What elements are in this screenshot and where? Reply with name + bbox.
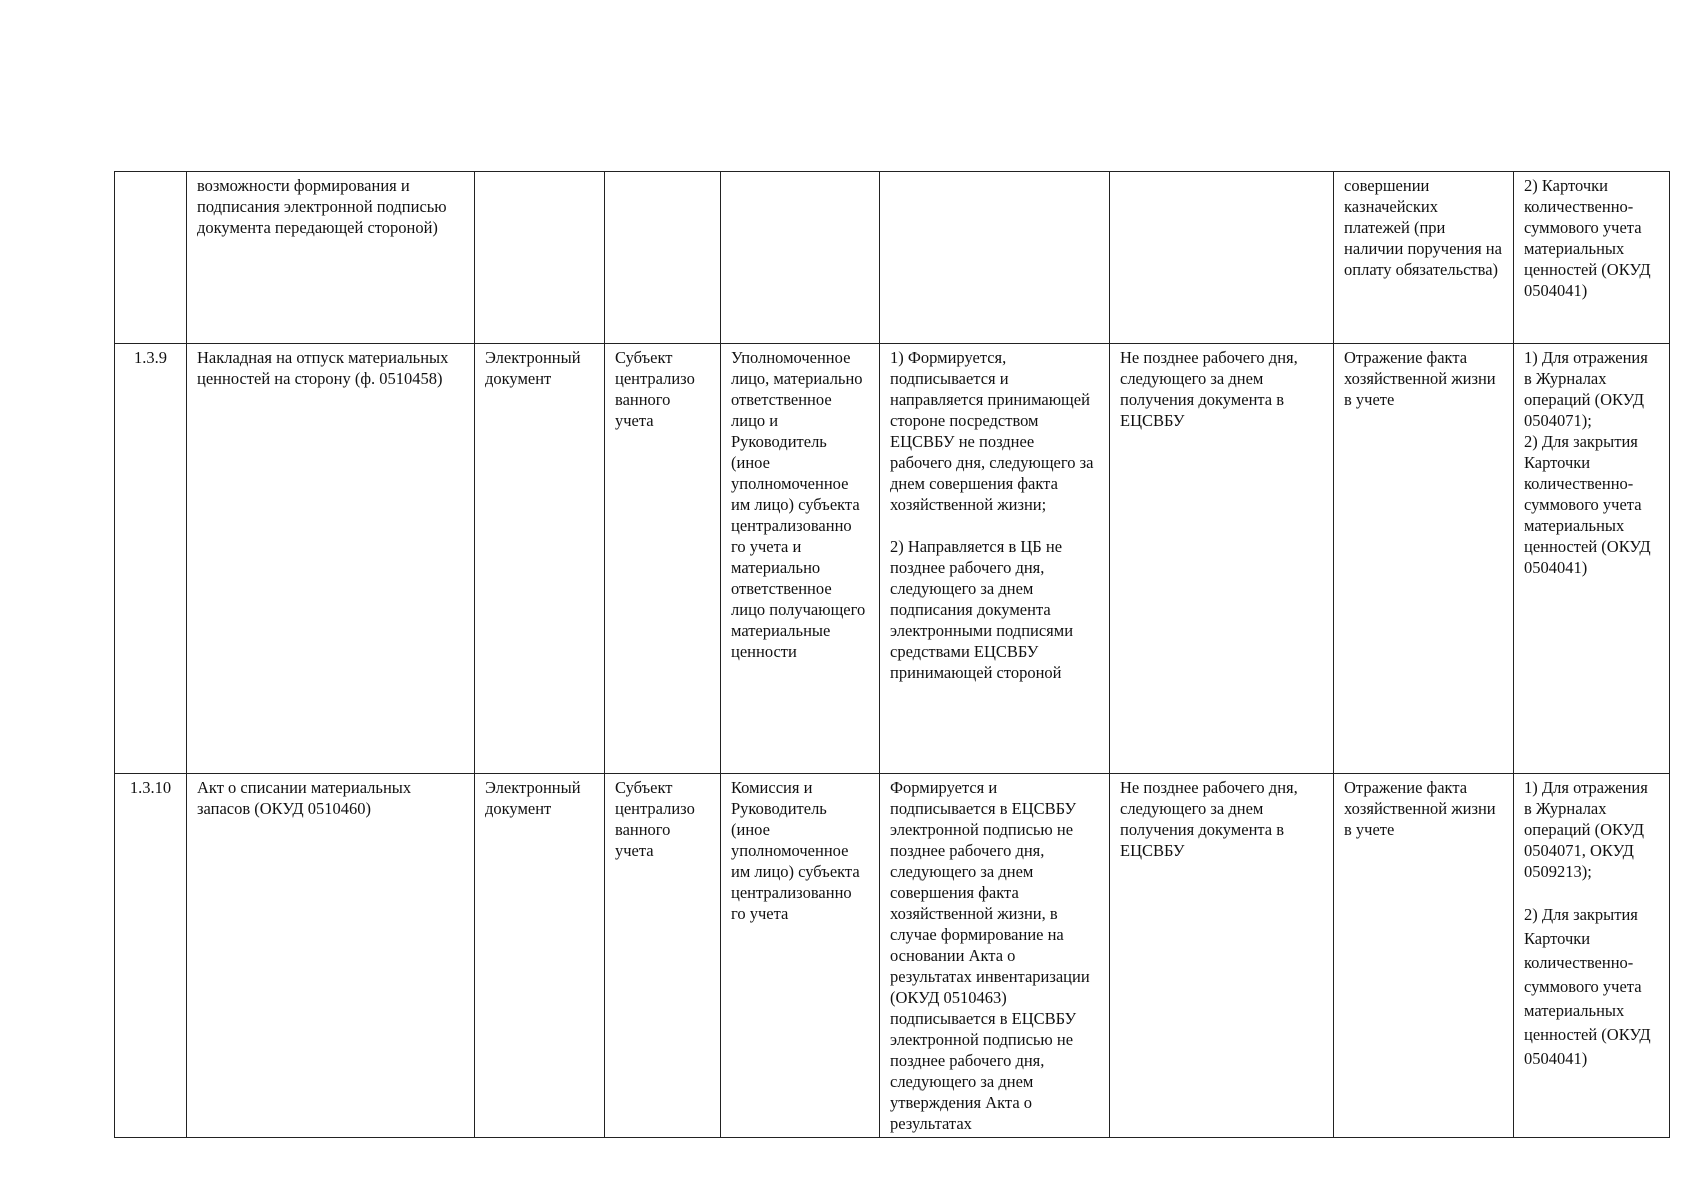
registers-item: 2) Для закрытия Карточки количественно-суммового учета материальных ценностей (ОКУД 0504041) [1524, 432, 1651, 577]
table-row-1-3-10 [115, 774, 1670, 1138]
document-form: Электронный документ [475, 774, 605, 1138]
document-signers: Комиссия и Руководитель (иное уполномоченное им лицо) субъекта централизованно го учета [721, 774, 880, 1138]
document-deadline [1110, 172, 1334, 344]
document-form: Электронный документ [475, 344, 605, 774]
document-signers: Уполномоченное лицо, материально ответственное лицо и Руководитель (иное уполномоченное им лицо) субъекта централизованно го учета и материально ответственное лицо получающего материальные ценности [721, 344, 880, 774]
procedure-item: Формируется и подписывается в ЕЦСВБУ электронной подписью не позднее рабочего дня, следующего за днем совершения факта хозяйственной жизни, в случае формирование на основании Акта о результатах инвентаризации (ОКУД 0510463) подписывается в ЕЦСВБУ электронной подписью не позднее рабочего дня, следующего за днем утверждения Акта о результатах [890, 778, 1090, 1133]
document-registers [1514, 344, 1670, 774]
document-registers [1514, 774, 1670, 1138]
document-purpose: совершении казначейских платежей (при наличии поручения на оплату обязательства) [1334, 172, 1514, 344]
document-creator [605, 172, 721, 344]
document-signers [721, 172, 880, 344]
row-number [115, 172, 187, 344]
registers-item: 1) Для отражения в Журналах операций (ОКУД 0504071); [1524, 348, 1648, 430]
document-name: Акт о списании материальных запасов (ОКУД 0510460) [187, 774, 475, 1138]
document-purpose: Отражение факта хозяйственной жизни в учете [1334, 774, 1514, 1138]
document-procedure [880, 172, 1110, 344]
document-table [114, 171, 1670, 1138]
row-number: 1.3.9 [115, 344, 187, 774]
document-deadline: Не позднее рабочего дня, следующего за днем получения документа в ЕЦСВБУ [1110, 344, 1334, 774]
document-form [475, 172, 605, 344]
document-purpose: Отражение факта хозяйственной жизни в учете [1334, 344, 1514, 774]
registers-item: 1) Для отражения в Журналах операций (ОКУД 0504071, ОКУД 0509213); [1524, 778, 1648, 881]
table-row-1-3-9 [115, 344, 1670, 774]
row-number: 1.3.10 [115, 774, 187, 1138]
registers-item: 2) Карточки количественно-суммового учета материальных ценностей (ОКУД 0504041) [1524, 176, 1651, 300]
document-name: Накладная на отпуск материальных ценностей на сторону (ф. 0510458) [187, 344, 475, 774]
document-procedure [880, 774, 1110, 1138]
document-deadline: Не позднее рабочего дня, следующего за днем получения документа в ЕЦСВБУ [1110, 774, 1334, 1138]
procedure-item: 1) Формируется, подписывается и направляется принимающей стороне посредством ЕЦСВБУ не позднее рабочего дня, следующего за днем совершения факта хозяйственной жизни; [890, 348, 1094, 514]
procedure-item: 2) Направляется в ЦБ не позднее рабочего дня, следующего за днем подписания документа электронными подписями средствами ЕЦСВБУ принимающей стороной [890, 537, 1074, 682]
table-row-continuation [115, 172, 1670, 344]
registers-item: 2) Для закрытия Карточки количественно-суммового учета материальных ценностей (ОКУД 0504041) [1524, 905, 1651, 1068]
document-registers [1514, 172, 1670, 344]
document-procedure [880, 344, 1110, 774]
document-creator: Субъект централизо ванного учета [605, 774, 721, 1138]
document-creator: Субъект централизо ванного учета [605, 344, 721, 774]
document-name: возможности формирования и подписания электронной подписью документа передающей стороной) [187, 172, 475, 344]
